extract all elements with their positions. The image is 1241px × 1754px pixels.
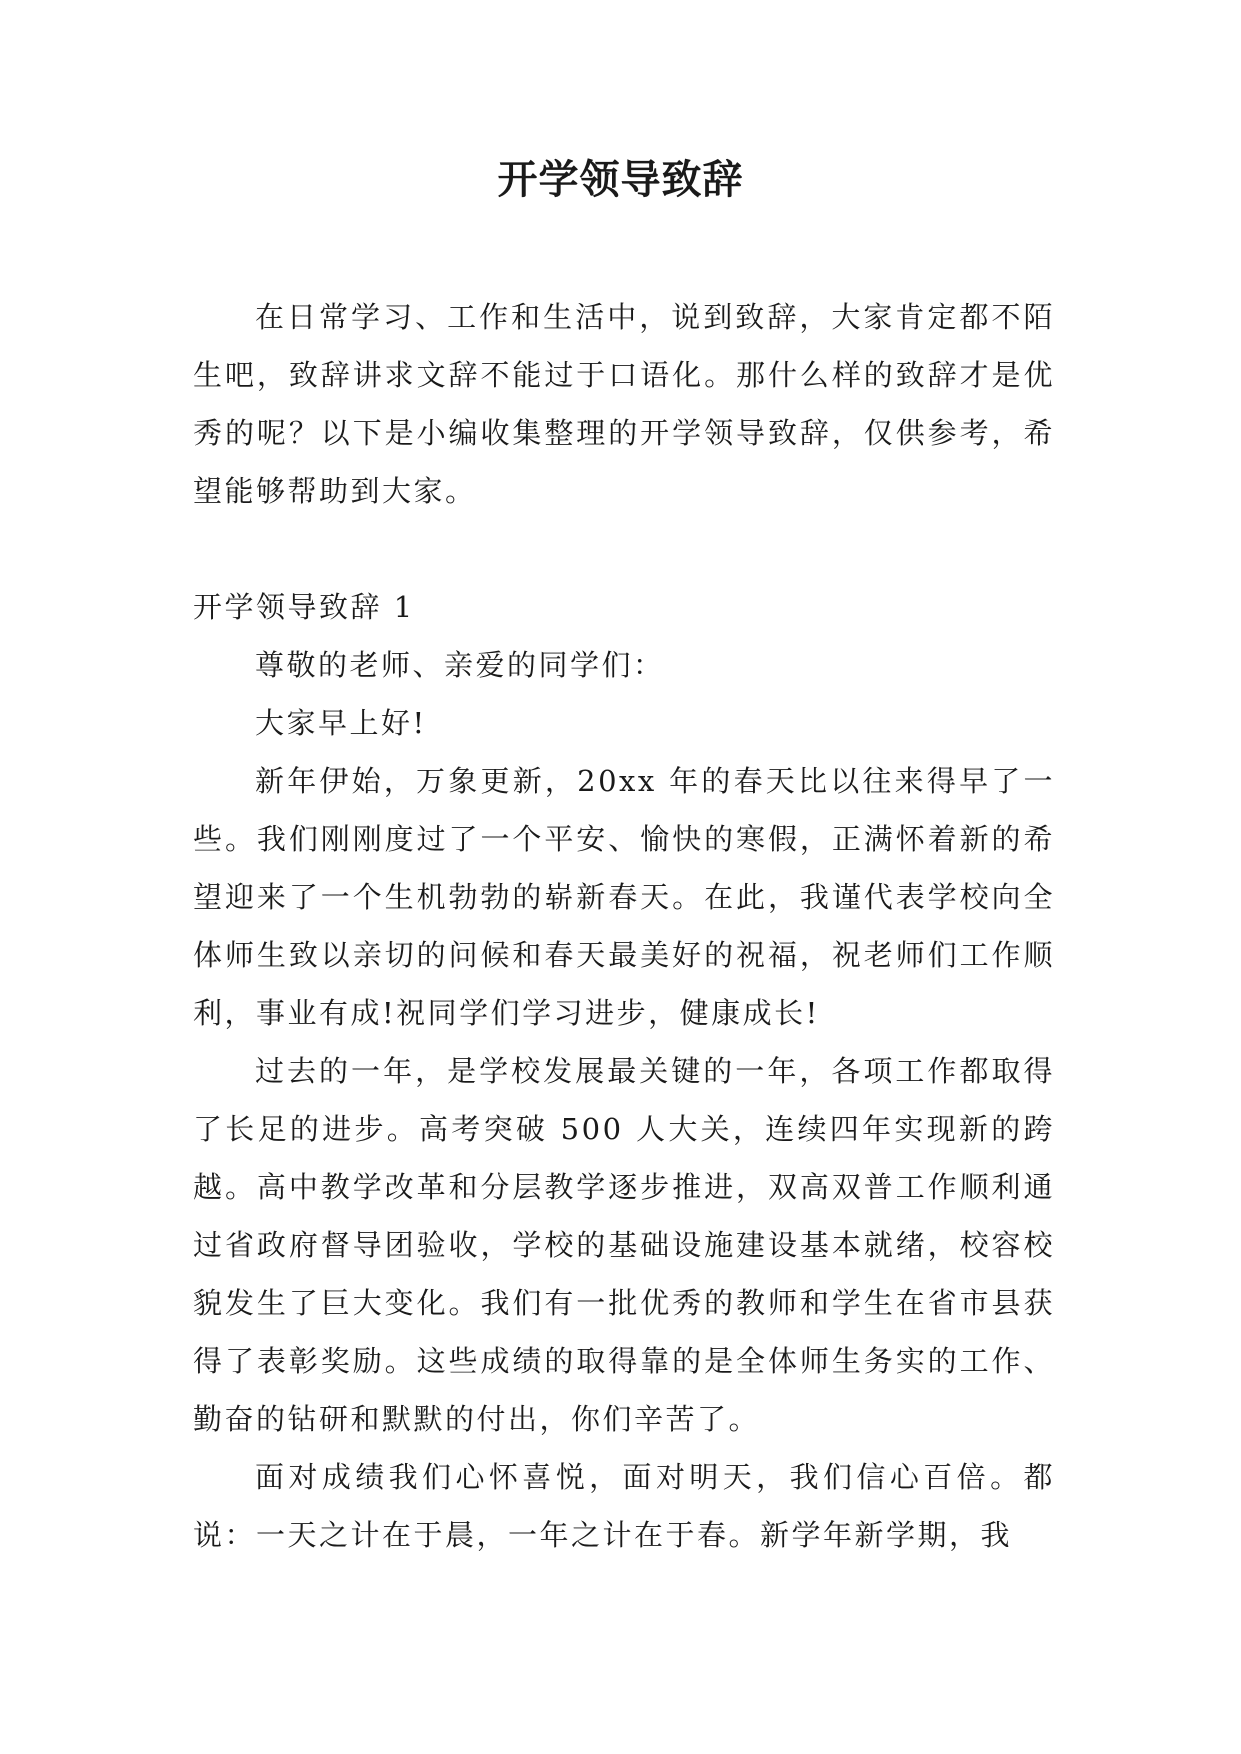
intro-paragraph: 在日常学习、工作和生活中，说到致辞，大家肯定都不陌生吧，致辞讲求文辞不能过于口语化。那什么样的致辞才是优秀的呢？以下是小编收集整理的开学领导致辞，仅供参考，希望能够帮助到大家。 [193,300,1055,508]
greeting-line: 大家早上好! [255,706,427,740]
salutation-line: 尊敬的老师、亲爱的同学们： [255,648,665,682]
body-paragraph-2: 过去的一年，是学校发展最关键的一年，各项工作都取得了长足的进步。高考突破 500 人大关，连续四年实现新的跨越。高中教学改革和分层教学逐步推进，双高双普工作顺利通过省政府督导团验收，学校的基础设施建设基本就绪，校容校貌发生了巨大变化。我们有一批优秀的教师和学生在省市县获得了表彰奖励。这些成绩的取得靠的是全体师生务实的工作、勤奋的钻研和默默的付出，你们辛苦了。 [193,1054,1055,1436]
section-heading: 开学领导致辞 1 [193,590,415,624]
document-title: 开学领导致辞 [497,157,744,203]
body-paragraph-3: 面对成绩我们心怀喜悦，面对明天，我们信心百倍。都说：一天之计在于晨，一年之计在于春。新学年新学期，我 [193,1460,1055,1552]
document-body [193,288,1055,1564]
paragraph-spacer [193,520,1055,578]
body-paragraph-1: 新年伊始，万象更新，20xx 年的春天比以往来得早了一些。我们刚刚度过了一个平安、愉快的寒假，正满怀着新的希望迎来了一个生机勃勃的崭新春天。在此，我谨代表学校向全体师生致以亲切的问候和春天最美好的祝福，祝老师们工作顺利，事业有成!祝同学们学习进步，健康成长! [193,764,1055,1030]
